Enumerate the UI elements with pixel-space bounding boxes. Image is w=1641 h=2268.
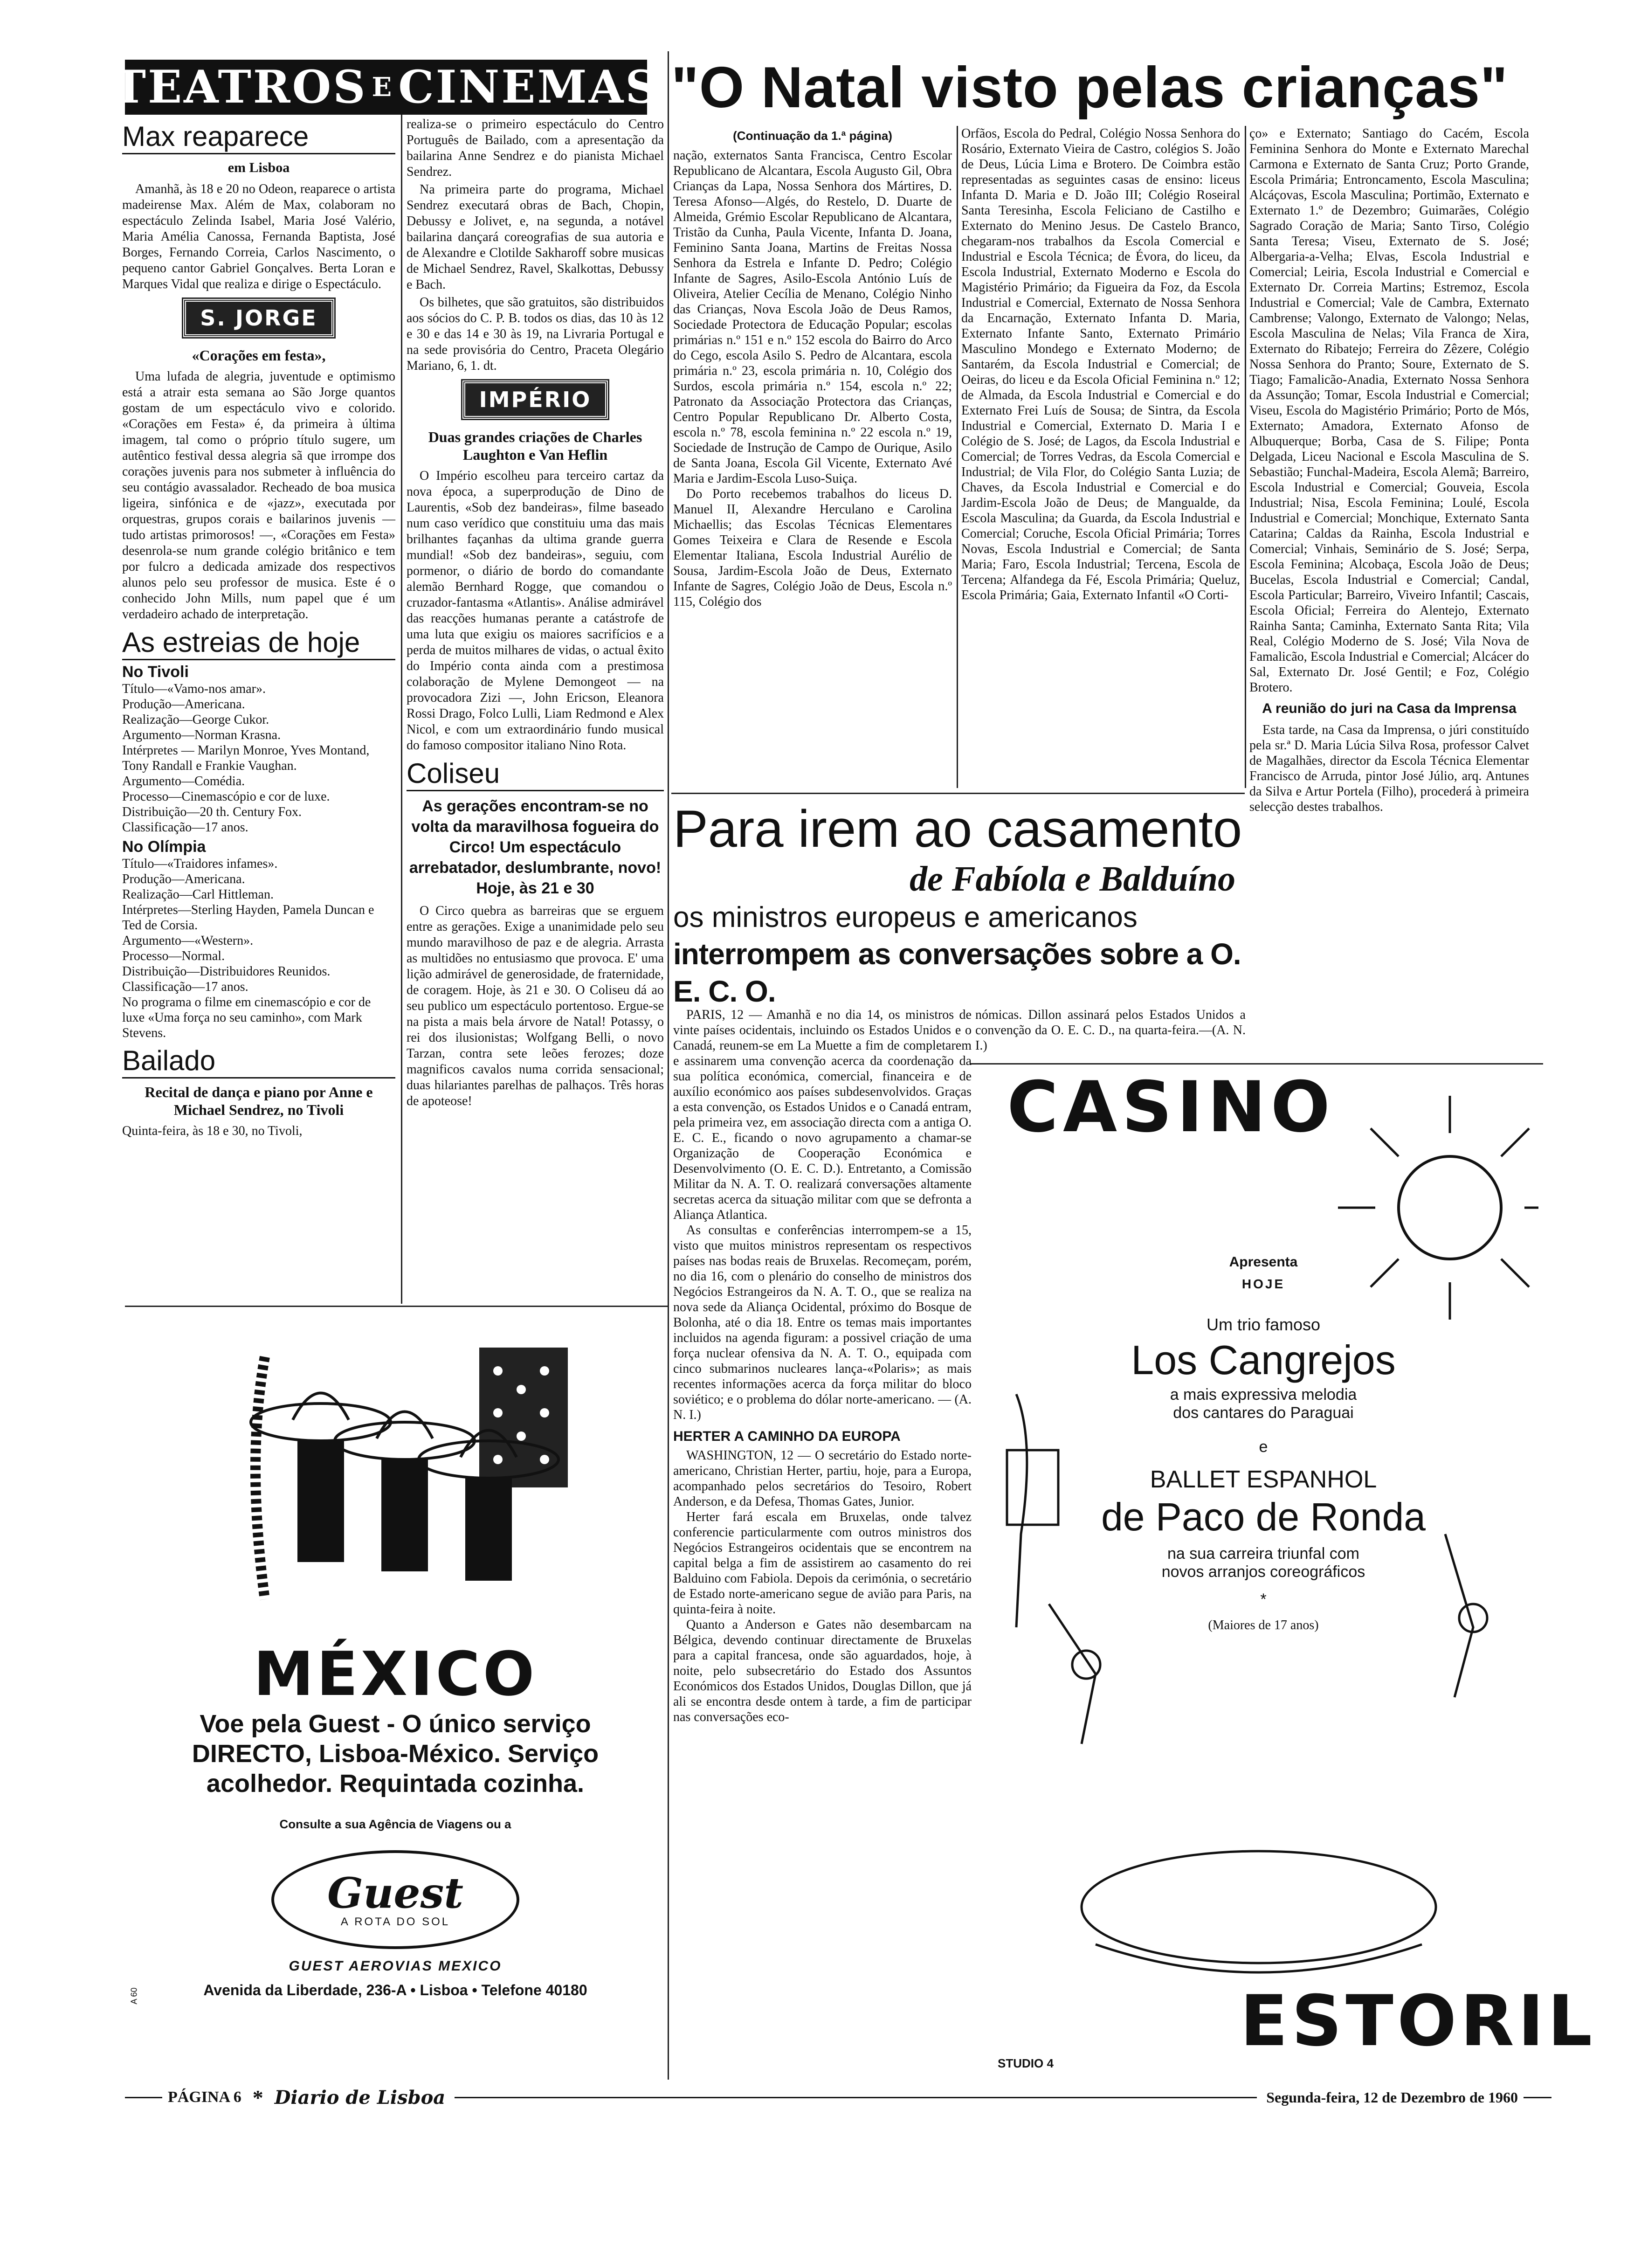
column-rule xyxy=(1245,126,1246,788)
casamento-h1: Para irem ao casamento xyxy=(673,800,1242,858)
mexico-line-3: acolhedor. Requintada cozinha. xyxy=(206,1770,585,1798)
casino-desc-3: na sua carreira triunfal com xyxy=(1167,1545,1359,1563)
page-number: PÁGINA 6 xyxy=(168,2088,241,2106)
casamento-col-1 xyxy=(673,1007,972,2117)
casamento-h3: os ministros europeus e americanos xyxy=(673,901,1138,933)
mexico-ad xyxy=(125,1320,666,2080)
column-2 xyxy=(407,117,664,1301)
bailado-tickets: Os bilhetes, que são gratuitos, são distribuidos aos sócios do C. P. B. todos os dias, das 10 às 12 e 30 e das 14 e 30 às 19, na Livraria Portugal e na sede provisória do Centro, Praceta Olegário Mariano, 6, 1. dt. xyxy=(407,295,664,373)
casamento-h4: interrompem as conversações sobre a O. E. C. O. xyxy=(673,937,1241,1008)
masthead-right: CINEMAS xyxy=(398,61,660,113)
natal-continuation: (Continuação da 1.ª página) xyxy=(733,129,892,143)
footer-star: * xyxy=(252,2085,263,2109)
film-credit: Argumento—Norman Krasna. xyxy=(122,728,281,742)
natal-col-1 xyxy=(673,126,952,788)
page-footer xyxy=(125,2083,1551,2111)
bailado-continued: realiza-se o primeiro espectáculo do Centro Português de Bailado, com a apresentação da bailarina Anne Sendrez e do pianista Michael Sendrez. xyxy=(407,117,664,179)
mexico-line-2: DIRECTO, Lisboa-México. Serviço xyxy=(192,1740,599,1768)
casino-desc-1: a mais expressiva melodia xyxy=(1170,1386,1357,1404)
casino-apresenta: Apresenta xyxy=(1229,1254,1298,1270)
film-credit: Realização—Carl Hittleman. xyxy=(122,887,274,902)
section-rule xyxy=(970,1063,1543,1065)
masthead-mid: E xyxy=(372,72,394,103)
section-masthead xyxy=(112,60,660,115)
natal-col-2 xyxy=(961,126,1240,788)
film-credit: Título—«Vamo-nos amar». xyxy=(122,682,266,696)
casino-paco: de Paco de Ronda xyxy=(1101,1495,1426,1539)
ad-code: A 60 xyxy=(129,1987,139,2005)
film-credit: Produção—Americana. xyxy=(122,697,245,712)
sjorge-box: S. JORGE xyxy=(183,299,334,337)
mexico-line-1: Voe pela Guest - O único serviço xyxy=(200,1710,591,1738)
column-rule xyxy=(668,51,669,2080)
sjorge-title: «Corações em festa», xyxy=(192,347,326,364)
sjorge-article: Uma lufada de alegria, juventude e optimismo está a atrair esta semana ao São Jorge quantos gostam de um espectáculo vivo e colorido. «Corações em Festa» é, da primeira à última imagem, tal como o próprio título sugere, um autêntico festival dessa alegria sã que irrompe dos corações juvenis para nos submeter à influência do seu contágio avassalador. Recheado de boa musica ligeira, sinfónica e de «jazz», executada por orquestras, grupos corais e bailarinos juvenis — tudo artistas primorosos! —, «Corações em Festa» desenrola-se num grande colégio britânico e tem por fulcro a dedicada amizade dos respectivos alunos pelo seu professor de musica. Este é o conhecido John Mills, num papel que é um verdadeiro achado de interpretação. xyxy=(122,369,395,622)
tivoli-title: No Tivoli xyxy=(122,663,189,681)
column-rule xyxy=(401,115,402,1304)
film-credit: Distribuição—20 th. Century Fox. xyxy=(122,805,302,819)
footer-rule xyxy=(125,2097,162,2098)
mariachi-illustration xyxy=(125,1320,666,1637)
bailado-text: Quinta-feira, às 18 e 30, no Tivoli, xyxy=(122,1124,303,1138)
sombrero-icon xyxy=(251,1393,391,1563)
film-credit: Classificação—17 anos. xyxy=(122,820,248,835)
newspaper-name: Diario de Lisboa xyxy=(274,2086,446,2109)
mexico-consult: Consulte a sua Agência de Viagens ou a xyxy=(279,1817,511,1831)
guest-airline: GUEST AEROVIAS MEXICO xyxy=(289,1958,502,1974)
max-subheading: em Lisboa xyxy=(228,160,290,175)
casino-estoril: ESTORIL xyxy=(1240,1981,1596,2062)
max-article: Amanhã, às 18 e 20 no Odeon, reaparece o artista madeirense Max. Além de Max, colaboram no espectáculo Zelinda Isabel, Maria José Valério, Maria Amélia Canossa, Fernanda Baptista, José Borges, Fernando Correia, Carlos Nascimento, o pequeno cantor Gabriel Gonçalves. Berta Loran e Marques Vidal que realiza e dirige o Espectáculo. xyxy=(122,182,395,291)
casamento-paris: PARIS, 12 — Amanhã e no dia 14, os ministros de vinte países ocidentais, incluindo os Estados Unidos e o Canadá, reunem-se em La Muette a fim de completarem e assinarem uma convenção acerca da coordenação da sua política económica, comercial, financeira e de auxílio económico aos países subdesenvolvidos. Graças a esta convenção, os Estados Unidos e o Canadá entram, pela primeira vez, em associação directa com a antiga O. E. C. E., ficando o novo agrupamento a chamar-se Organização de Cooperação Económica e Desenvolvimento (O. E. C. D.). Entretanto, a Comissão Militar da N. A. T. O. realizará conversações altamente secretas acerca da situação militar com que se defronta a Aliança Atlantica. xyxy=(673,1008,972,1222)
juri-text: Esta tarde, na Casa da Imprensa, o júri constituído pela sr.ª D. Maria Lúcia Silva Rosa, professor Calvet de Magalhães, director da Escola Técnica Elementar Francisco de Arruda, pintor José Júlio, arq. Antunes da Silva e Artur Portela (Filho), procederá à primeira selecção destes trabalhos. xyxy=(1249,723,1529,814)
casamento-h2: de Fabíola e Balduíno xyxy=(910,859,1235,899)
herter-anderson: Quanto a Anderson e Gates não desembarcam na Bélgica, devendo continuar directamente de Bruxelas para a capital francesa, onde são aguardados, hoje, à noite, pelo subsecretário do Estado dos Assuntos Económicos dos Estados Unidos, Douglas Dillon, que já ali se encontra desde ontem à tarde, a fim de participar nas conversações eco- xyxy=(673,1618,972,1724)
herter-bruxelas: Herter fará escala em Bruxelas, onde talvez conferencie particularmente com outros ministros dos Negócios Estrangeiros ocidentais que se encontrem na capital belga a fim de assistirem ao casamento do rei Balduino com Fabiola. Depois da cerimónia, o secretário de Estado norte-americano segue de avião para Paris, na quinta-feira à noite. xyxy=(673,1510,972,1617)
teatros-cinemas-banner xyxy=(112,60,660,115)
mexico-title: MÉXICO xyxy=(253,1639,538,1709)
film-credit: Realização—George Cukor. xyxy=(122,712,269,727)
casino-and: e xyxy=(1259,1438,1268,1456)
film-credit: No programa o filme em cinemascópio e cor de luxe «Uma força no seu caminho», com Mark Stevens. xyxy=(122,995,371,1040)
casino-estoril-ad xyxy=(979,1067,1596,2080)
film-credit: Produção—Americana. xyxy=(122,872,245,886)
casamento-consultas: As consultas e conferências interrompem-se a 15, visto que muitos ministros representam os respectivos países nas bodas reais de Bruxelas. Recomeçam, porém, no dia 16, com o plenário do conselho de ministros dos Negócios Estrangeiros da N. A. T. O., que se realiza na nova sede da Aliança Ocidental, próximo do Bosque de Bolonha, até o dia 18. Entre os temas mais importantes incluidos na agenda figuram: a possivel criação de uma força nuclear ofensiva da N. A. T. O., equipada com cinco submarinos nucleares lança-«Polaris»; as mais recentes informações acerca da força militar do bloco soviético; e o problema do dólar norte-americano. — (A. N. I.) xyxy=(673,1223,972,1422)
masthead-left: TEATROS xyxy=(112,61,367,113)
coliseu-heading: Coliseu xyxy=(407,757,664,791)
guest-address: Avenida da Liberdade, 236-A • Lisboa • Telefone 40180 xyxy=(203,1982,587,1998)
coliseu-article: O Circo quebra as barreiras que se erguem entre as gerações. Exige a unanimidade pelo seu mundo maravilhoso de paz e de alegria. Arrasta as multidões no entusiasmo que provoca. E' uma lição admirável de generosidade, de fraternidade, de coragem. Hoje, às 21 e 30. O Coliseu dá ao seu publico um espectáculo portentoso. Ergue-se na pista a mais bela árvore de Natal! Potassy, o rei dos ilusionistas; Wolfgang Belli, o novo Tarzan, contra sete leões ferozes; doze magnificos cavalos numa corrida sensacional; duas hilariantes parelhas de palhaços. Três horas de apoteose! xyxy=(407,904,664,1108)
casino-desc-4: novos arranjos coreográficos xyxy=(1161,1563,1365,1581)
guest-logo-sub: A ROTA DO SOL xyxy=(340,1915,450,1928)
olimpia-title: No Olímpia xyxy=(122,838,206,856)
film-credit: Intérpretes — Marilyn Monroe, Yves Montand, Tony Randall e Frankie Vaughan. xyxy=(122,743,370,773)
natal-schools-more: ço» e Externato; Santiago do Cacém, Escola Feminina Senhora do Monte e Externato Marechal Carmona e Externato de Santa Cruz; Porto Grande, Escola Primária; Entroncamento, Escola Masculina; Alcáçovas, Escola Masculina; Portimão, Externato e Externato 1.º de Dezembro; Guimarães, Colégio Sagrado Coração de Maria; Santo Tirso, Colégio Santa Teresa; Viseu, Externato de S. José; Albergaria-a-Velha; Elvas, Escola Industrial e Comercial; Leiria, Escola Industrial e Comercial e Externato Dr. Correia Martins; Estremoz, Escola Industrial e Comercial; Vale de Cambra, Externato Cambrense; Valongo, Externato de Valongo; Nelas, Escola Masculina de Nelas; Vila Franca de Xira, Externato do Ribatejo; Ferreira do Zêzere, Colégio Nossa Senhora do Pranto; Soure, Externato de S. Tiago; Famalicão-Anadia, Externato Nossa Senhora da Assunção; Tomar, Escola Industrial e Comercial; Viseu, Escola do Magistério Primário; Porto de Mós, Externato; Amadora, Externato Afonso de Albuquerque; Borba, Casa de S. Filipe; Ponta Delgada, Liceu Nacional e Escola Masculina de S. Sebastião; Funchal-Madeira, Escola Alemã; Barreiro, Escola Industrial e Comercial; Gouveia, Escola Industrial; Nisa, Escola Feminina; Loulé, Escola Industrial e Comercial; Monchique, Externato Santa Catarina; Caldas da Rainha, Escola Industrial e Comercial; Vinhais, Seminário de S. José; Serpa, Escola Feminina; Alcobaça, Escola João de Deus; Bucelas, Escola Industrial e Comercial; Candal, Escola Particular; Barreiro, Viveiro Infantil; Cascais, Escola Oficial; Ferreira do Alentejo, Externato Rainha Santa; Caminha, Externato Santa Rita; Vila Real, Colégio Moderno de S. José; Vila Nova de Famalicão, Escola Industrial e Comercial; Alcácer do Sal, Externato Dr. José Gentil; e Foz, Colégio Brotero. xyxy=(1249,126,1529,695)
casino-hoje: HOJE xyxy=(1241,1277,1285,1291)
sombrero-icon xyxy=(335,1412,475,1572)
max-heading: Max reaparece xyxy=(122,120,395,154)
section-rule xyxy=(125,1306,668,1307)
casamento-headlines xyxy=(673,800,1245,1008)
column-rule xyxy=(957,126,958,788)
film-credit: Classificação—17 anos. xyxy=(122,980,248,994)
casino-trio: Um trio famoso xyxy=(1206,1315,1321,1334)
film-credit: Argumento—«Western». xyxy=(122,933,254,948)
natal-schools-porto: Do Porto recebemos trabalhos do liceus D. Manuel II, Alexandre Herculano e Carolina Michaellis; das Escolas Técnicas Elementares Gomes Teixeira e Clara de Resende e Escola Elementar Italiana, Escola Industrial Aurélio de Sousa, Jardim-Escola João de Deus, Externato Infante de Sagres, Colégio João de Deus, Escola n.º 115, Colégio dos xyxy=(673,487,952,609)
natal-schools-lisbon: nação, externatos Santa Francisca, Centro Escolar Republicano de Alcantara, Escola Augusto Gil, Obra Crianças da Lapa, Nossa Senhora dos Mártires, D. Teresa Afonso—Algés, do Restelo, D. Duarte de Almeida, Grémio Escolar Republicano de Alcantara, Tristão da Cunha, Paula Vicente, Infanta D. Joana, Feminino Santa Joana, Martins de Freitas Nossa Senhora da Estrela e Infante D. Pedro; Colégio Infante de Sagres, Asilo-Escola António Luís de Oliveira, Atelier Cecília de Menano, Colégio Ninho das Crianças, Nova Escola João de Deus Ramos, Sociedade Protectora de Educação Popular; escolas primárias n.º 151 e n.º 152 escola do Bairro do Arco do Cego, escola Asilo S. Pedro de Alcantara, escola primária n.º 23, escola primária n. 10, Colégio dos Surdos, escola primária n.º 154, escola n.º 22; Patronato da Associação Protectora das Crianças, Centro Popular Republicano Dr. Alberto Costa, escola n.º 78, escola feminina n.º 22 escola n.º 19, Sociedade de Instrução de Campo de Ourique, Asilo de Santa Joana, Escola Gil Vicente, Externato Avé Maria e Jardim-Escola Luso-Suiça. xyxy=(673,148,952,486)
natal-schools-provinces: Orfãos, Escola do Pedral, Colégio Nossa Senhora do Rosário, Externato Vieira de Castro, colégios S. João de Deus, Lúcia Lima e Brotero. De Coimbra estão representadas as seguintes casas de ensino: liceus Infanta D. Maria e D. João III; Colégio Roseiral Santa Teresinha, Escola Feliciano de Castilho e Externato do Menino Jesus. De Castelo Branco, chegaram-nos trabalhos da Escola Comercial e Industrial e Escola Técnica; de Évora, do liceu, da Escola Industrial, Externato Moderno e Escola do Magistério Primário; da Figueira da Foz, da Escola Industrial e Comercial, Externato de Nossa Senhora da Encarnação, Externato Infanta D. Maria, Externato Infante Santo, Externato Primário Masculino Mondego e Externato Moderno; de Santarém, da Escola Industrial e Comercial; de Oeiras, do liceu e da Escola Oficial Feminina n.º 12; de Almada, da Escola Industrial e Comercial e do Externato Frei Luís de Sousa; de Sintra, da Escola Industrial e Comercial, Externato D. Maria I e Colégio de S. José; de Lagos, da Escola Industrial e Comercial; de Torres Vedras, da Escola Comercial e Industrial; de Vila Flor, do Colégio Santa Luzia; de Chaves, da Escola Industrial e Comercial e do Jardim-Escola João de Deus; de Mangualde, da Escola Masculina; da Guarda, da Escola Industrial e Comercial; Coruche, Escola Oficial Primária; Torres Novas, Escola Industrial e Comercial; de Santa Maria; Faro, Escola Industrial; Tercena, Escola de Tercena; Alfandega da Fé, Escola Primária; Queluz, Escola Primária; Gaia, Externato Infantil «O Corti- xyxy=(961,126,1240,602)
casino-star: * xyxy=(1260,1590,1267,1608)
footer-date: Segunda-feira, 12 de Dezembro de 1960 xyxy=(1266,2088,1518,2106)
imperio-box: IMPÉRIO xyxy=(462,380,608,419)
herter-washington: WASHINGTON, 12 — O secretário do Estado norte-americano, Christian Herter, partiu, hoje, para a Europa, acompanhado pelos secretários do Tesoiro, Robert Anderson, e da Defesa, Thomas Gates, Junior. xyxy=(673,1448,972,1509)
casino-title: CASINO xyxy=(1007,1067,1335,1148)
natal-headline: "O Natal visto pelas crianças" xyxy=(671,55,1508,120)
footer-rule xyxy=(1524,2097,1551,2098)
juri-title: A reunião do juri na Casa da Imprensa xyxy=(1262,701,1517,716)
film-credit: Processo—Normal. xyxy=(122,949,225,963)
section-rule xyxy=(671,793,1245,794)
film-credit: Argumento—Comédia. xyxy=(122,774,245,788)
imperio-title: Duas grandes criações de Charles Laughton e Van Heflin xyxy=(428,429,642,463)
footer-rule xyxy=(455,2097,1257,2098)
bailado-title: Recital de dança e piano por Anne e Michael Sendrez, no Tivoli xyxy=(145,1084,373,1118)
film-credit: Processo—Cinemascópio e cor de luxe. xyxy=(122,789,330,804)
natal-col-3 xyxy=(1249,126,1529,1058)
film-credit: Título—«Traidores infames». xyxy=(122,857,278,871)
imperio-article: O Império escolheu para terceiro cartaz da nova época, a superprodução de Dino de Laurentis, «Sob dez bandeiras», filme baseado num caso verídico que constituiu uma das mais brilhantes façanhas da ultima grande guerra mundial! «Sob dez bandeiras», seguiu, com pormenor, o diário de bordo do comandante alemão Bernhard Rogge, que comandou o cruzador-fantasma «Atlantis». Análise admirável das reacções humanas perante a catástrofe de uma luta que exigiu os maiores sacrifícios e a perda de muitos milhares de vidas, o actual êxito do Império conta ainda com a prestimosa colaboração de Mylene Demongeot — na provocadora Zizi —, John Ericson, Eleanora Rossi Drago, Folco Lulli, Liam Redmond e Alex Nicol, e com um extraordinário fundo musical do famoso compositor italiano Nino Rota. xyxy=(407,469,664,753)
casamento-col-2 xyxy=(975,1007,1246,1058)
herter-heading: HERTER A CAMINHO DA EUROPA xyxy=(673,1429,901,1444)
estreias-heading: As estreias de hoje xyxy=(122,626,395,660)
casino-age: (Maiores de 17 anos) xyxy=(1208,1618,1319,1632)
bailado-programme: Na primeira parte do programa, Michael Sendrez executará obras de Bach, Chopin, Debussy e Jolivet, e, na segunda, a notável bailarina dançará coreografias de sua autoria e de Alexandre e Clotilde Sakharoff sobre musicas de Michael Sendrez, Ravel, Skalkottas, Debussy e Bach. xyxy=(407,182,664,292)
casino-studio: STUDIO 4 xyxy=(998,2056,1054,2070)
film-credit: Intérpretes—Sterling Hayden, Pamela Duncan e Ted de Corsia. xyxy=(122,903,374,933)
guest-logo-text: Guest xyxy=(327,1868,463,1918)
casino-ballet: BALLET ESPANHOL xyxy=(1150,1466,1377,1493)
casamento-dillon: nómicas. Dillon assinará pelos Estados Unidos a convenção da O. E. C. D., na quarta-feira.—(A. N. I.) xyxy=(975,1008,1246,1053)
bailado-heading: Bailado xyxy=(122,1044,395,1079)
casino-desc-2: dos cantares do Paraguai xyxy=(1173,1404,1354,1422)
film-credit: Distribuição—Distribuidores Reunidos. xyxy=(122,964,331,979)
coliseu-title: As gerações encontram-se no volta da maravilhosa fogueira do Circo! Um espectáculo arrebatador, deslumbrante, novo! Hoje, às 21 e 30 xyxy=(409,797,662,897)
column-1 xyxy=(122,117,395,1301)
casino-band: Los Cangrejos xyxy=(1131,1337,1396,1383)
guest-logo xyxy=(271,1850,519,1949)
